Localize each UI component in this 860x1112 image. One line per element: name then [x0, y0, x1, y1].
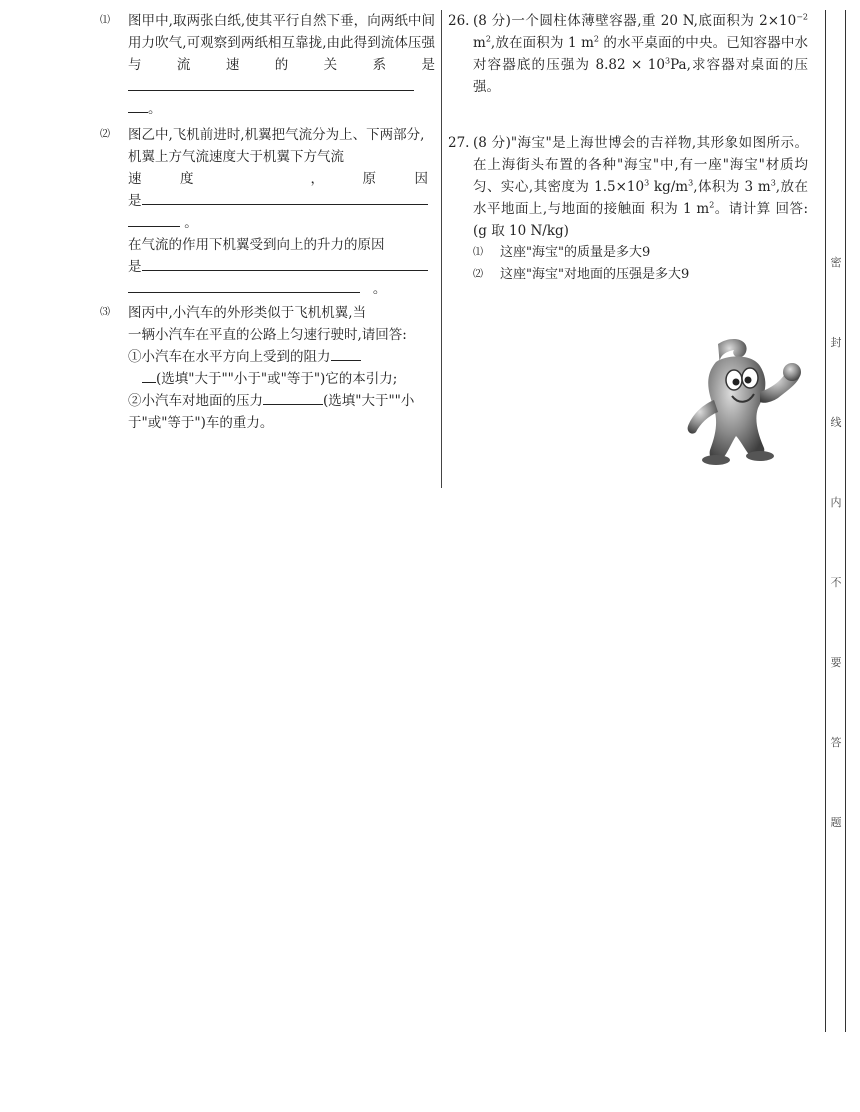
sub-question-1: ⑴ 这座"海宝"的质量是多大9	[473, 245, 651, 260]
question-number: 26.	[448, 13, 470, 29]
question-text: 图丙中,小汽车的外形类似于飞机机翼,当 一辆小汽车在平直的公路上匀速行驶时,请回答: ①小汽车在水平方向上受到的阻力 (选填"大于""小于"或"等于")它的本引力; ②小汽车对地面的压力 (选填"大于""小于"或"等于")车的重力。	[128, 305, 415, 431]
question-text: (8 分)"海宝"是上海世博会的吉祥物,其形象如图所示。在上海街头布置的各种"海宝"中,有一座"海宝"材质均匀、实心,其密度为 $1.5\times 10^3$ $kg/m^3$,体积为 3 $m^3$,放在水平地面上,与地面的接触面 积为 1 $m^2$。请计算 回答:(g 取 10 N/kg)	[473, 135, 808, 239]
question-text: (8 分)一个圆柱体薄壁容器,重 20 N,底面积为 $2\times 10^{-2}$ $m^2$,放在面积为 1 $m^2$ 的水平桌面的中央。已知容器中水对容器底的压强为 $8.82 \times 10^3Pa$,求容器对桌面的压强。	[473, 12, 809, 95]
question-text: 图乙中,飞机前进时,机翼把气流分为上、下两部分,机翼上方气流速度大于机翼下方气流 速 度 ， 原 因 是 。 在气流的作用下机翼受到向上的升力的原因 是 。	[128, 127, 428, 297]
column-divider	[441, 10, 442, 488]
answer-blank[interactable]	[128, 278, 360, 293]
sub-question-2: ⑵ 这座"海宝"对地面的压强是多大9	[473, 267, 690, 282]
margin-char: 不	[830, 576, 842, 589]
answer-blank[interactable]	[142, 190, 428, 205]
margin-char: 线	[830, 416, 842, 429]
question-2	[100, 124, 435, 300]
haibao-mascot-icon	[678, 336, 806, 466]
answer-blank[interactable]	[142, 368, 156, 383]
answer-blank[interactable]	[128, 212, 180, 227]
question-text: 图甲中,取两张白纸,使其平行自然下垂，向两纸中间用力吹气,可观察到两纸相互靠拢,由此得到流体压强与流速的关系是 。	[128, 13, 435, 117]
question-3	[100, 302, 435, 434]
question-number: ⑴	[100, 15, 110, 26]
right-column	[448, 10, 808, 314]
question-27	[448, 132, 808, 286]
answer-blank[interactable]	[331, 346, 361, 361]
question-number: 27.	[448, 135, 470, 151]
binding-margin-line	[825, 10, 826, 1032]
question-number: ⑶	[100, 307, 110, 318]
margin-char: 要	[830, 656, 842, 669]
answer-blank[interactable]	[263, 390, 323, 405]
question-number: ⑵	[100, 129, 110, 140]
answer-blank[interactable]	[142, 256, 428, 271]
answer-blank[interactable]	[128, 98, 148, 113]
question-1	[100, 10, 435, 120]
answer-blank[interactable]	[128, 76, 414, 91]
question-26	[448, 10, 808, 98]
margin-char: 内	[830, 496, 842, 509]
margin-char: 题	[830, 816, 842, 829]
margin-char: 封	[830, 336, 842, 349]
margin-char: 密	[830, 256, 842, 269]
left-column	[100, 10, 435, 436]
binding-margin-line	[845, 10, 846, 1032]
margin-char: 答	[830, 736, 842, 749]
